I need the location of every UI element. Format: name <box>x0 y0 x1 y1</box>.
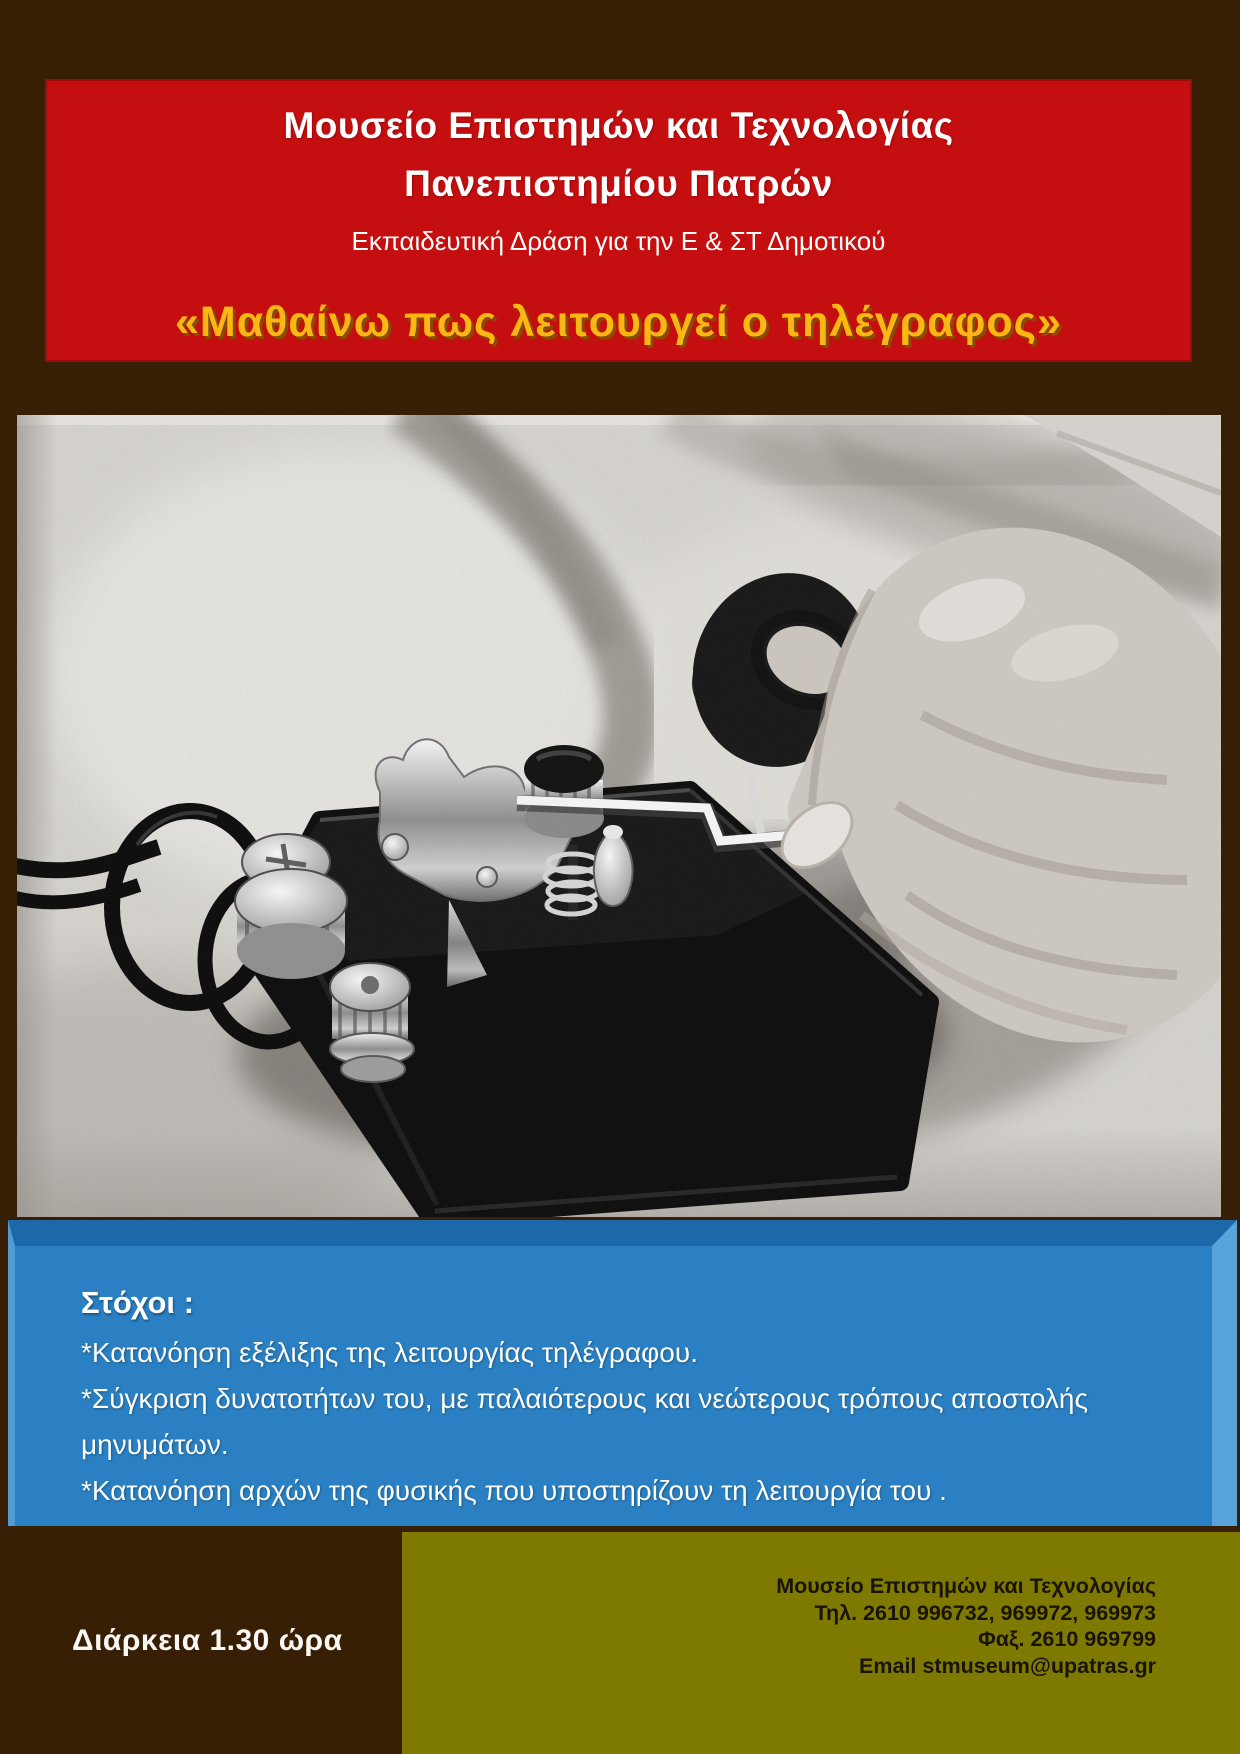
museum-title-line2: Πανεπιστημίου Πατρών <box>404 163 833 204</box>
museum-title-line1: Μουσείο Επιστημών και Τεχνολογίας <box>283 105 954 146</box>
objective-line: μηνυμάτων. <box>81 1429 229 1460</box>
telegraph-photo <box>17 415 1221 1217</box>
objective-line: *Κατανόηση εξέλιξης της λειτουργίας τηλέγραφου. <box>81 1337 698 1368</box>
contact-fax: Φαξ. 2610 969799 <box>978 1627 1156 1651</box>
contact-email: Email stmuseum@upatras.gr <box>859 1653 1156 1678</box>
contact-box <box>402 1532 1240 1754</box>
contact-museum-name: Μουσείο Επιστημών και Τεχνολογίας <box>776 1574 1156 1598</box>
objectives-heading: Στόχοι : <box>81 1285 194 1320</box>
photo-grain <box>17 415 1221 1217</box>
objectives-box <box>8 1220 1237 1526</box>
objective-line: *Σύγκριση δυνατοτήτων του, με παλαιότερους και νεώτερους τρόπους αποστολής <box>81 1383 1088 1414</box>
header-red-box <box>45 79 1192 362</box>
objective-line: *Κατανόηση αρχών της φυσικής που υποστηρίζουν τη λειτουργία του . <box>81 1475 947 1506</box>
contact-block <box>462 1573 1156 1679</box>
duration-label: Διάρκεια 1.30 ώρα <box>72 1624 343 1657</box>
contact-phone: Τηλ. 2610 996732, 969972, 969973 <box>814 1600 1156 1625</box>
header-subtitle: Εκπαιδευτική Δράση για την Ε & ΣΤ Δημοτικού <box>351 226 886 256</box>
activity-title: «Μαθαίνω πως λειτουργεί ο τηλέγραφος» <box>175 298 1062 346</box>
